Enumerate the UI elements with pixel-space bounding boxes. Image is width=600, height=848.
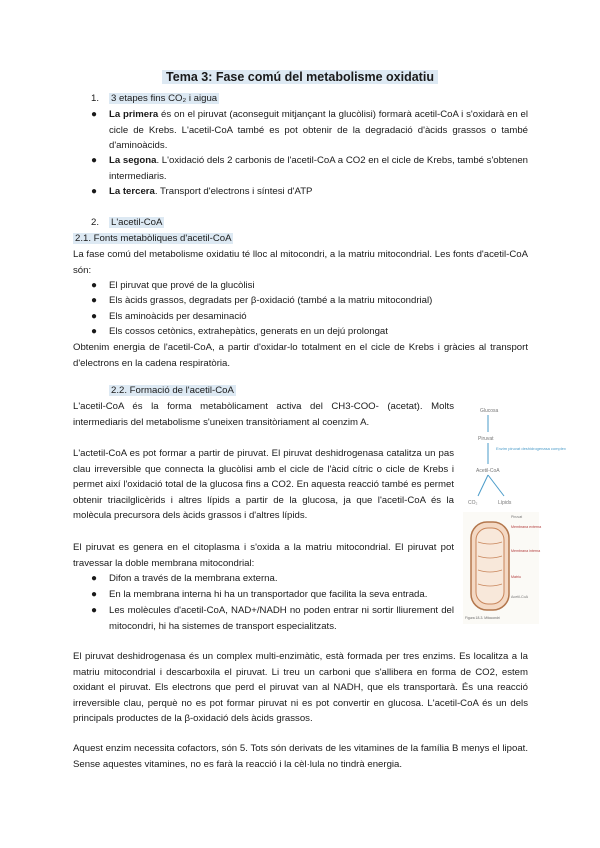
- figure2-label-matrix: Matriu: [511, 575, 521, 579]
- bullet-dot: ●: [91, 311, 98, 322]
- subsection-2-2-heading: 2.2. Formació de l'acetil-CoA: [111, 385, 234, 396]
- bullet-dot: ●: [91, 573, 98, 584]
- bullet-dot: ●: [91, 109, 98, 120]
- figure2-caption: Figura 18-3. Mitocondri: [465, 616, 500, 620]
- figure1-label-acetylcoa: Acetil-CoA: [476, 468, 500, 474]
- figure2-label-pyruvate: Piruvat: [511, 515, 523, 519]
- bullet-dot: ●: [91, 589, 98, 600]
- mitochondrion-figure: [463, 512, 542, 624]
- source-item-2: Els àcids grassos, degradats per β-oxidació (també a la matriu mitocondrial): [109, 295, 433, 306]
- formation-paragraph-5: Aquest enzim necessita cofactors, són 5. Tots són derivats de les vitamines de la família B menys el lipoat. Sense aquestes vitamines, no es farà la reacció i la cèl·lula no tindrà energia.: [73, 743, 528, 770]
- bullet-dot: ●: [91, 186, 98, 197]
- section-2-heading: L'acetil-CoA: [111, 217, 163, 228]
- transport-item-2: En la membrana interna hi ha un transportador que facilita la seva entrada.: [109, 589, 428, 600]
- section-1-number: 1.: [91, 93, 100, 104]
- bullet-dot: ●: [91, 155, 98, 166]
- page-title: Tema 3: Fase comú del metabolisme oxidatiu: [0, 70, 600, 84]
- transport-item-1: Difon a través de la membrana externa.: [109, 573, 278, 584]
- figure1-side-label: Enzim piruvat deshidrogenasa complex: [496, 446, 566, 451]
- section-1-item-1: La primera és on el piruvat (aconseguit mitjançant la glucòlisi) formarà acetil-CoA i s'oxidarà en el cicle de Krebs. L'acetil-CoA també es pot obtenir de la degradació d'àcids grassos o també d'aminoàcids.: [109, 109, 528, 151]
- section-1-heading: 3 etapes fins CO₂ i aigua: [111, 93, 218, 104]
- section-1-item-2: La segona. L'oxidació dels 2 carbonis de l'acetil-CoA a CO2 en el cicle de Krebs, també s'obtenen intermediaris.: [109, 155, 528, 182]
- bullet-dot: ●: [91, 605, 98, 616]
- section-2-number: 2.: [91, 217, 100, 228]
- subsection-2-1-outro: Obtenim energia de l'acetil-CoA, a partir d'oxidar-lo totalment en el cicle de Krebs i gràcies al transport d'electrons en la cadena respiratòria.: [73, 342, 528, 369]
- figure2-label-outer: Membrana externa: [511, 525, 542, 529]
- bullet-dot: ●: [91, 280, 98, 291]
- subsection-2-1-intro: La fase comú del metabolisme oxidatiu té lloc al mitocondri, a la matriu mitocondrial. Les fonts d'acetil-CoA són:: [73, 249, 528, 276]
- figure1-label-co2: CO₂: [468, 500, 478, 506]
- figure1-label-glucose: Glucosa: [480, 408, 499, 414]
- figure1-label-lipids: Lípids: [498, 500, 512, 506]
- figure2-label-inner: Membrana interna: [511, 549, 541, 553]
- formation-paragraph-4: El piruvat deshidrogenasa és un complex multi-enzimàtic, està formada per tres enzims. Es localitza a la matriu mitocondrial i descarboxila el piruvat. Li treu un carboni que s'allibera en forma de CO2, estem oxidant el piruvat. Els electrons que perd el piruvat van al NADH, que els transportarà. És una reacció irreversible clau, perquè no es pot formar piruvat ni es pot convertir en glucosa. L'acetil-CoA és un dels principals productes de la β-oxidació dels àcids grassos.: [73, 651, 528, 724]
- subsection-2-1-heading: 2.1. Fonts metabòliques d'acetil-CoA: [75, 233, 232, 244]
- figure1-label-pyruvate: Piruvat: [478, 436, 494, 442]
- figure2-label-acetylcoa: Acetil-CoA: [511, 595, 528, 599]
- formation-paragraph-1: L'acetil-CoA és la forma metabòlicament activa del CH3-COO- (acetat). Molts intermediaris del metabolisme s'uneixen transitòriament al coenzim A.: [73, 401, 454, 428]
- transport-item-3: Les molècules d'acetil-CoA, NAD+/NADH no poden entrar ni sortir lliurement del mitocondri, hi ha sistemes de transport especialitzats.: [109, 605, 454, 632]
- source-item-4: Els cossos cetònics, extrahepàtics, generats en un dejú prolongat: [109, 326, 388, 337]
- formation-paragraph-3: El piruvat es genera en el citoplasma i s'oxida a la matriu mitocondrial. El piruvat pot travessar la doble membrana mitocondrial:: [73, 542, 454, 569]
- inner-membrane: [476, 528, 504, 604]
- formation-paragraph-2: L'actetil-CoA es pot formar a partir de piruvat. El piruvat deshidrogenasa catalitza un pas clau irreversible que connecta la glucòlisi amb el cicle de l'àcid cítric o cicle de Krebs i permet així l'oxidació total de la glucosa fins a CO2. En aquesta reacció també es permet obtenir triacilglicèrids i altres lípids a partir de la glucosa, ja que l'acetil-CoA és la molècula precursora dels àcids grassos i d'altres lípids.: [73, 448, 454, 521]
- bullet-dot: ●: [91, 326, 98, 337]
- section-1-item-3: La tercera. Transport d'electrons i síntesi d'ATP: [109, 186, 313, 197]
- bullet-dot: ●: [91, 295, 98, 306]
- source-item-1: El piruvat que prové de la glucòlisi: [109, 280, 255, 291]
- pathway-figure: [460, 402, 566, 508]
- source-item-3: Els aminoàcids per desaminació: [109, 311, 247, 322]
